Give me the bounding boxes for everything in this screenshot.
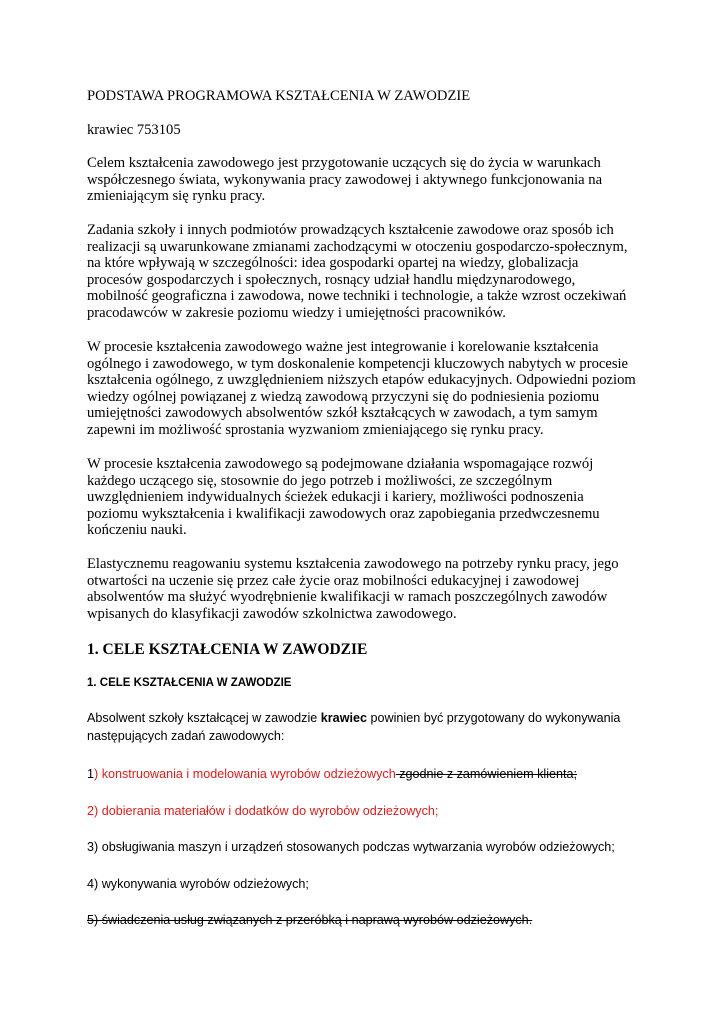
profession-code-text: krawiec 753105	[87, 122, 181, 138]
task-item-4-text: 4) wykonywania wyrobów odzieżowych;	[87, 877, 309, 891]
task-item-5-text: 5) świadczenia usług związanych z przeróbką i naprawą wyrobów odzieżowych.	[87, 913, 533, 927]
document-title-text: PODSTAWA PROGRAMOWA KSZTAŁCENIA W ZAWODZIE	[87, 88, 471, 104]
task-item-1-deleted: zgodnie z zamówieniem klienta;	[395, 767, 578, 781]
section-heading-sans: 1. CELE KSZTAŁCENIA W ZAWODZIE	[87, 677, 292, 689]
intro-before: Absolwent szkoły kształcącej w zawodzie	[87, 711, 321, 725]
paragraph-2-text: Zadania szkoły i innych podmiotów prowadzących kształcenie zawodowe oraz sposób ich realizacji są uwarunkowane zmianami zachodzącymi w otoczeniu gospodarczo-społecznym, na które wpływają w szczególności: idea gospodarki opartej na wiedzy, globalizacja procesów gospodarczych i społecznych, rosnący udział handlu międzynarodowego, mobilność geograficzna i zawodowa, nowe techniki i technologie, a także wzrost oczekiwań pracodawców w zakresie poziomu wiedzy i umiejętności pracowników.	[87, 222, 628, 321]
paragraph-5	[87, 556, 647, 622]
paragraph-2	[87, 222, 647, 321]
paragraph-1-text: Celem kształcenia zawodowego jest przygotowanie uczących się do życia w warunkach współczesnego świata, wykonywania pracy zawodowej i aktywnego funkcjonowania na zmieniającym się rynku pracy.	[87, 155, 603, 204]
paragraph-5-text: Elastycznemu reagowaniu systemu kształcenia zawodowego na potrzeby rynku pracy, jego otwartości na uczenie się przez całe życie oraz mobilności edukacyjnej i zawodowej absolwentów ma służyć wyodrębnienie kwalifikacji w ramach poszczególnych zawodów wpisanych do klasyfikacji zawodów szkolnictwa zawodowego.	[87, 556, 619, 622]
document-title	[87, 88, 647, 105]
task-item-3-text: 3) obsługiwania maszyn i urządzeń stosowanych podczas wytwarzania wyrobów odzieżowych;	[87, 840, 615, 854]
task-item-5	[87, 911, 647, 929]
task-item-2-text: 2) dobierania materiałów i dodatków do wyrobów odzieżowych;	[87, 804, 439, 818]
profession-code	[87, 122, 647, 139]
section-heading-serif: 1. CELE KSZTAŁCENIA W ZAWODZIE	[87, 641, 368, 658]
task-item-4	[87, 875, 647, 893]
task-item-1	[87, 765, 647, 783]
paragraph-3	[87, 339, 647, 438]
task-item-2	[87, 802, 647, 820]
intro-text	[87, 709, 647, 745]
task-item-3	[87, 838, 647, 856]
paragraph-4-text: W procesie kształcenia zawodowego są podejmowane działania wspomagające rozwój każdego uczącego się, stosownie do jego potrzeb i możliwości, ze szczególnym uwzględnieniem indywidualnych ścieżek edukacji i kariery, możliwości podnoszenia poziomu wykształcenia i kwalifikacji zawodowych oraz zapobiegania przedwczesnemu kończeniu nauki.	[87, 456, 600, 538]
paragraph-4	[87, 456, 647, 539]
task-item-1-number: 1	[87, 767, 95, 781]
paragraph-3-text: W procesie kształcenia zawodowego ważne jest integrowanie i korelowanie kształcenia ogólnego i zawodowego, w tym doskonalenie kompetencji kluczowych nabytych w procesie kształcenia ogólnego, z uwzględnieniem niższych etapów edukacyjnych. Odpowiedni poziom wiedzy ogólnej powiązanej z wiedzą zawodową przyczyni się do podniesienia poziomu umiejętności zawodowych absolwentów szkół kształcących w zawodach, a tym samym zapewni im możliwość sprostania wyzwaniom zmieniającego się rynku pracy.	[87, 339, 636, 438]
intro-paragraph	[87, 709, 647, 745]
paragraph-1	[87, 155, 647, 205]
intro-bold-profession: krawiec	[320, 711, 367, 725]
task-item-1-text	[87, 765, 647, 783]
task-item-1-inserted: ) konstruowania i modelowania wyrobów odzieżowych	[94, 767, 396, 781]
intro-after: powinien być przygotowany do wykonywania następujących zadań zawodowych:	[87, 711, 621, 743]
